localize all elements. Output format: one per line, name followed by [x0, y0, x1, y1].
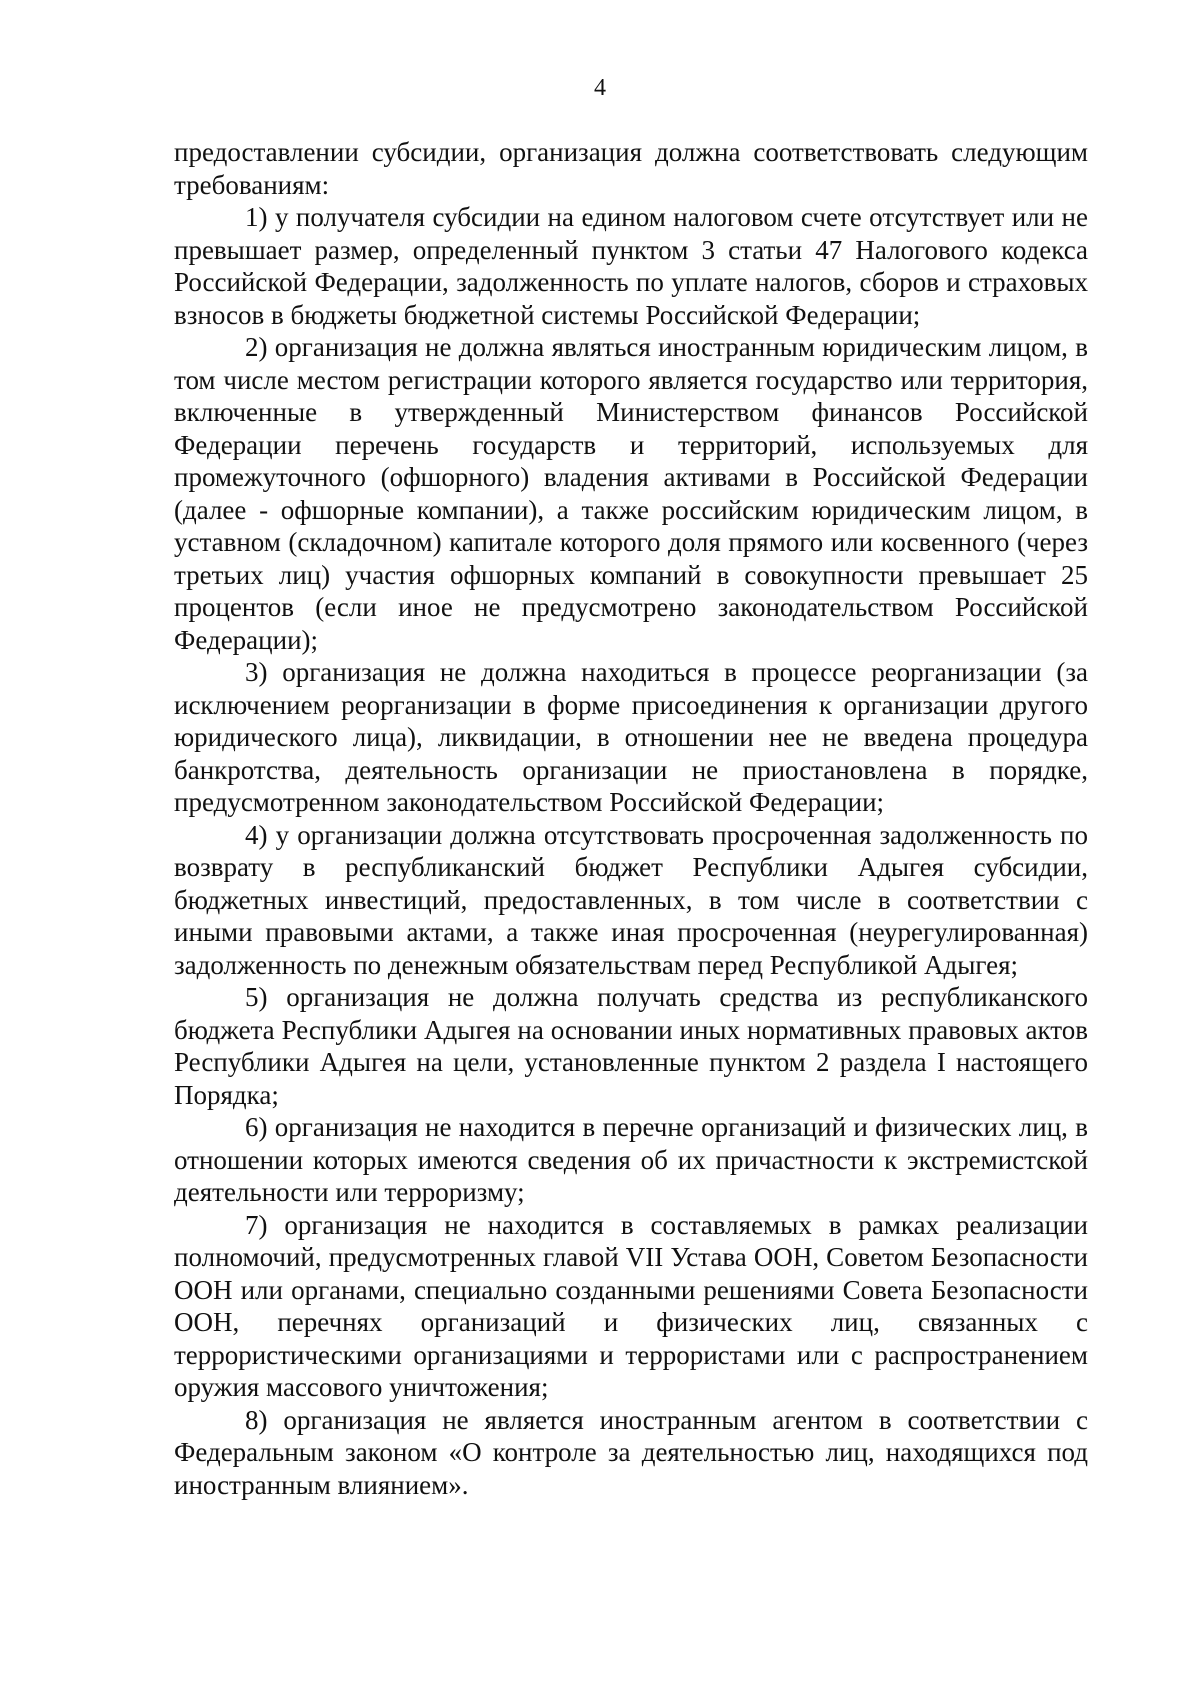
- intro-paragraph: предоставлении субсидии, организация должна соответствовать следующим требованиям:: [174, 137, 1088, 200]
- document-body: [174, 136, 1088, 1501]
- page-number: 4: [594, 75, 606, 101]
- requirement-5: 5) организация не должна получать средства из республиканского бюджета Республики Адыгея на основании иных нормативных правовых актов Республики Адыгея на цели, установленные пунктом 2 раздела I настоящего Порядка;: [174, 982, 1088, 1110]
- requirement-3: 3) организация не должна находиться в процессе реорганизации (за исключением реорганизации в форме присоединения к организации другого юридического лица), ликвидации, в отношении нее не введена процедура банкротства, деятельность организации не приостановлена в порядке, предусмотренном законодательством Российской Федерации;: [174, 657, 1088, 817]
- requirement-6: 6) организация не находится в перечне организаций и физических лиц, в отношении которых имеются сведения об их причастности к экстремистской деятельности или терроризму;: [174, 1112, 1088, 1207]
- requirement-8: 8) организация не является иностранным агентом в соответствии с Федеральным законом «О контроле за деятельностью лиц, находящихся под иностранным влиянием».: [174, 1404, 1088, 1500]
- requirement-7: 7) организация не находится в составляемых в рамках реализации полномочий, предусмотренных главой VII Устава ООН, Советом Безопасности ООН или органами, специально созданными решениями Совета Безопасности ООН, перечнях организаций и физических лиц, связанных с террористическими организациями и террористами или с распространением оружия массового уничтожения;: [174, 1209, 1088, 1402]
- requirement-2: 2) организация не должна являться иностранным юридическим лицом, в том числе местом регистрации которого является государство или территория, включенные в утвержденный Министерством финансов Российской Федерации перечень государств и территорий, используемых для промежуточного (офшорного) владения активами в Российской Федерации (далее - офшорные компании), а также российским юридическим лицом, в уставном (складочном) капитале которого доля прямого или косвенного (через третьих лиц) участия офшорных компаний в совокупности превышает 25 процентов (если иное не предусмотрено законодательством Российской Федерации);: [174, 332, 1088, 655]
- requirement-4: 4) у организации должна отсутствовать просроченная задолженность по возврату в республиканский бюджет Республики Адыгея субсидии, бюджетных инвестиций, предоставленных, в том числе в соответствии с иными правовыми актами, а также иная просроченная (неурегулированная) задолженность по денежным обязательствам перед Республикой Адыгея;: [174, 819, 1088, 980]
- requirement-1: 1) у получателя субсидии на едином налоговом счете отсутствует или не превышает размер, определенный пунктом 3 статьи 47 Налогового кодекса Российской Федерации, задолженность по уплате налогов, сборов и страховых взносов в бюджеты бюджетной системы Российской Федерации;: [174, 202, 1088, 330]
